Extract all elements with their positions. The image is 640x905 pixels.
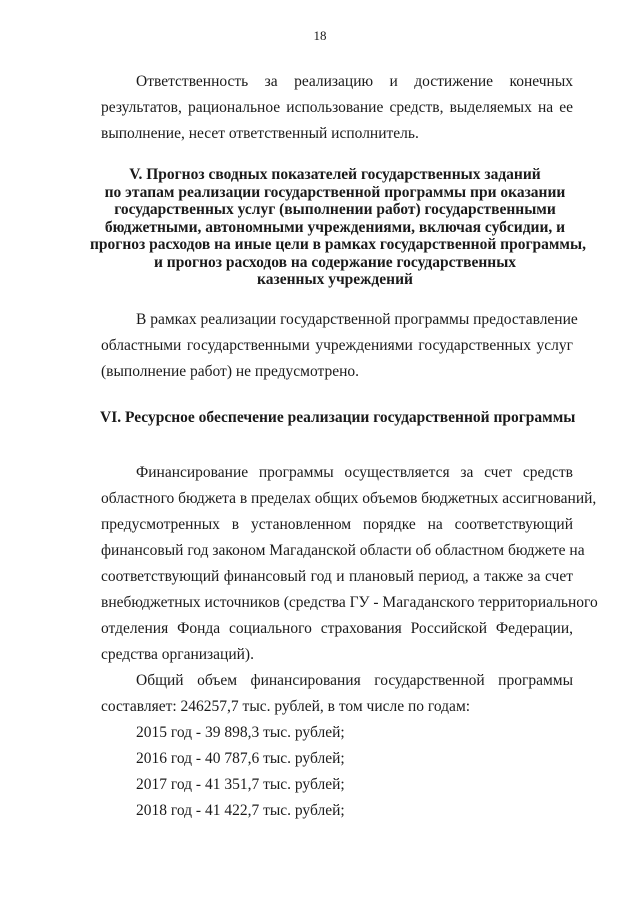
list-item: 2016 год - 40 787,6 тыс. рублей; xyxy=(136,750,345,767)
paragraph-line: внебюджетных источников (средства ГУ - Магаданского территориального xyxy=(101,594,598,611)
paragraph-line: соответствующий финансовый год и плановый период, а также за счет xyxy=(101,568,573,585)
paragraph-line: Финансирование программы осуществляется за счет средств xyxy=(136,464,573,481)
paragraph-line: В рамках реализации государственной программы предоставление xyxy=(136,311,578,328)
paragraph-line: финансовый год законом Магаданской области об областном бюджете на xyxy=(101,542,585,559)
list-item: 2017 год - 41 351,7 тыс. рублей; xyxy=(136,776,345,793)
heading-line: бюджетными, автономными учреждениями, включая субсидии, и xyxy=(104,218,566,236)
list-item: 2015 год - 39 898,3 тыс. рублей; xyxy=(136,724,345,741)
section-6-heading xyxy=(100,409,574,427)
paragraph-line: областными государственными учреждениями государственных услуг xyxy=(101,337,573,354)
heading-line: по этапам реализации государственной программы при оказании xyxy=(104,183,566,201)
heading-line: казенных учреждений xyxy=(257,271,413,288)
heading-line: и прогноз расходов на содержание государственных xyxy=(153,253,517,271)
paragraph-line: результатов, рациональное использование средств, выделяемых на ее xyxy=(101,99,573,116)
paragraph-line: (выполнение работ) не предусмотрено. xyxy=(101,363,360,380)
paragraph-line: предусмотренных в установленном порядке на соответствующий xyxy=(101,516,573,533)
paragraph-line: выполнение, несет ответственный исполнитель. xyxy=(101,125,419,142)
list-item: 2018 год - 41 422,7 тыс. рублей; xyxy=(136,802,345,819)
page-number: 18 xyxy=(313,28,327,43)
heading-line: V. Прогноз сводных показателей государственных заданий xyxy=(129,166,541,183)
paragraph-line: Ответственность за реализацию и достижение конечных xyxy=(136,73,573,90)
heading-line: прогноз расходов на иные цели в рамках государственной программы, xyxy=(90,236,586,253)
paragraph-line: Общий объем финансирования государственной программы xyxy=(136,672,573,689)
paragraph-line: отделения Фонда социального страхования Российской Федерации, xyxy=(101,620,573,637)
section-5-heading xyxy=(90,166,586,289)
heading-line: государственных услуг (выполнении работ) государственными xyxy=(114,201,556,218)
heading-line: VI. Ресурсное обеспечение реализации государственной программы xyxy=(100,409,576,426)
paragraph-line: составляет: 246257,7 тыс. рублей, в том числе по годам: xyxy=(101,698,471,715)
paragraph-line: областного бюджета в пределах общих объемов бюджетных ассигнований, xyxy=(101,490,597,507)
paragraph-line: средства организаций). xyxy=(101,646,254,663)
